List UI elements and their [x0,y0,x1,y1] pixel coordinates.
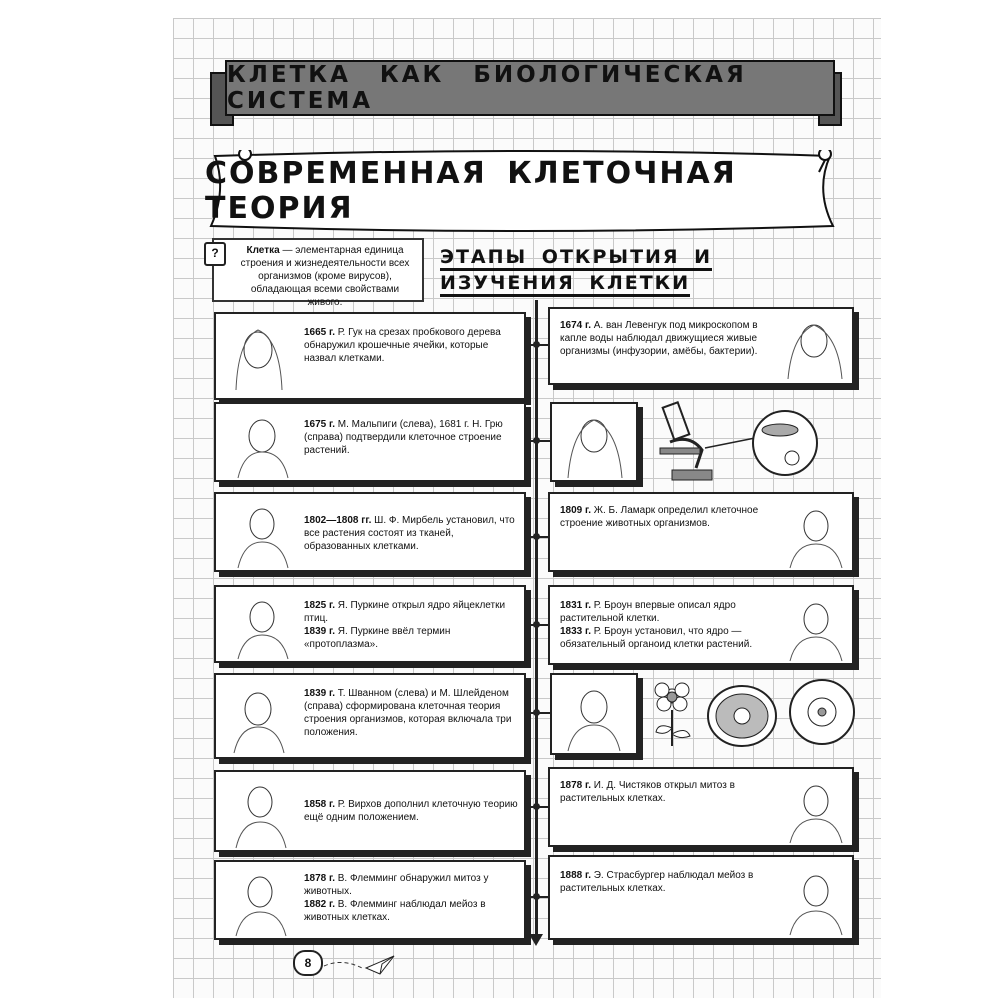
microscope-icon [660,402,712,480]
timeline-dot [533,709,540,716]
timeline-dot [533,621,540,628]
portrait-icon [228,776,294,850]
portrait-icon [562,679,628,753]
portrait-card [550,402,638,482]
timeline-card-left [214,673,526,759]
card-text: 1825 г. Я. Пуркине открыл ядро яйцеклетки птиц. 1839 г. Я. Пуркине ввёл термин «протоплазма». [304,600,506,650]
chapter-title: КЛЕТКА КАК БИОЛОГИЧЕСКАЯ СИСТЕМА [227,62,747,114]
cell-icon [753,411,817,475]
card-text: 1839 г. Т. Шванном (слева) и М. Шлейденом (справа) сформирована клеточная теория строения организмов, которая включала три положения. [304,688,512,738]
timeline-card-right [548,855,854,940]
timeline-card-right [548,307,854,385]
flower-icon [655,683,690,746]
topic-banner [205,150,840,232]
card-text: 1802—1808 гг. Ш. Ф. Мирбель установил, что все растения состоят из тканей, образованных клетками. [304,515,515,552]
portrait-icon [230,591,294,661]
portrait-icon [782,315,846,381]
portrait-icon [226,681,292,755]
cell-illustration [650,676,860,756]
card-text: 1809 г. Ж. Б. Ламарк определил клеточное строение животных организмов. [560,505,759,529]
microscope-illustration [650,398,850,488]
card-text: 1858 г. Р. Вирхов дополнил клеточную теорию ещё одним положением. [304,799,518,823]
portrait-icon [784,865,846,937]
timeline-dot [533,803,540,810]
timeline-card-right [548,767,854,847]
timeline-dot [533,437,540,444]
portrait-icon [230,408,294,480]
section-title: ЭТАПЫ ОТКРЫТИЯ И ИЗУЧЕНИЯ КЛЕТКИ [440,244,810,296]
definition-box [212,238,424,308]
portrait-icon [228,866,294,938]
portrait-icon [562,408,628,480]
card-text: 1665 г. Р. Гук на срезах пробкового дерева обнаружил крошечные ячейки, которые назвал клетками. [304,327,501,364]
portrait-icon [784,593,846,663]
portrait-icon [784,775,846,845]
timeline-card-left [214,492,526,572]
page-number: 8 [293,950,323,976]
portrait-icon [784,500,846,570]
arrow-down-icon [529,934,543,946]
portrait-icon [226,320,296,394]
timeline-card-left [214,770,526,852]
chapter-header [225,60,835,116]
timeline-dot [533,533,540,540]
cell-icon [708,686,776,746]
card-text: 1878 г. В. Флемминг обнаружил митоз у животных. 1882 г. В. Флемминг наблюдал мейоз в животных клетках. [304,873,489,923]
timeline-dot [533,341,540,348]
timeline-card-left [214,585,526,663]
question-icon: ? [204,242,226,266]
timeline-card-right [548,585,854,665]
definition-text: — элементарная единица строения и жизнедеятельности всех организмов (кроме вирусов), обладающая всеми свойствами живого. [240,245,410,308]
card-text: 1674 г. А. ван Левенгук под микроскопом в капле воды наблюдал движущиеся живые организмы (инфузории, амёбы, бактерии). [560,320,758,357]
timeline-dot [533,893,540,900]
card-text: 1888 г. Э. Страсбургер наблюдал мейоз в растительных клетках. [560,870,754,894]
timeline-axis [535,300,538,940]
card-text: 1675 г. М. Мальпиги (слева), 1681 г. Н. Грю (справа) подтвердили клеточное строение растений. [304,419,503,456]
timeline-card-left [214,402,526,482]
card-text: 1831 г. Р. Броун впервые описал ядро растительной клетки. 1833 г. Р. Броун установил, что ядро — обязательный органоид клетки растений. [560,600,753,650]
definition-term: Клетка [246,245,280,256]
timeline-card-right [548,492,854,572]
topic-title: СОВРЕМЕННАЯ КЛЕТОЧНАЯ ТЕОРИЯ [205,156,737,226]
card-text: 1878 г. И. Д. Чистяков открыл митоз в растительных клетках. [560,780,735,804]
portrait-card [550,673,638,755]
portrait-icon [230,498,294,570]
paper-plane-icon [322,948,402,978]
timeline-card-left [214,860,526,940]
timeline-card-left [214,312,526,400]
cell-icon [790,680,854,744]
